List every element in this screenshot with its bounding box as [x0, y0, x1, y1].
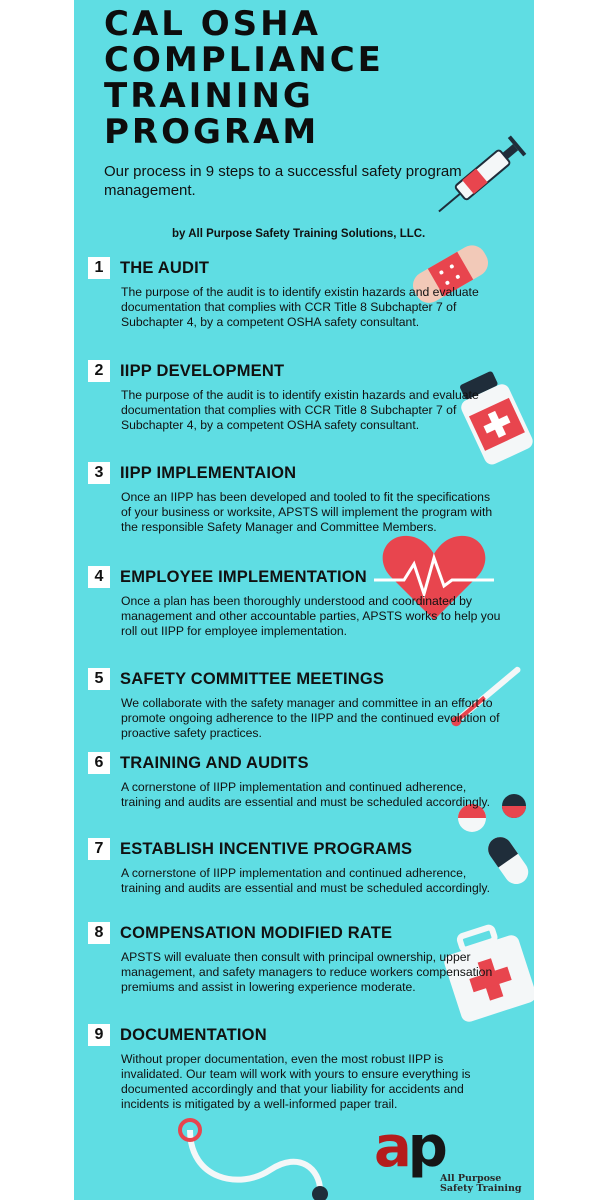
- step-6: [88, 752, 528, 810]
- step-body: Once a plan has been thoroughly understood and coordinated by management and other accountable parties, APSTS works to help you roll out IIPP for employee implementation.: [121, 594, 501, 638]
- step-number: 4: [88, 566, 110, 588]
- step-body: The purpose of the audit is to identify existin hazards and evaluate documentation that complies with CCR Title 8 Subchapter 7 of Subchapter 4, by a competent OSHA safety consultant.: [121, 285, 479, 329]
- step-title: EMPLOYEE IMPLEMENTATION: [120, 567, 367, 586]
- byline: by All Purpose Safety Training Solutions, LLC.: [172, 228, 426, 240]
- step-number: 3: [88, 462, 110, 484]
- title-line: TRAINING: [104, 76, 314, 116]
- step-title: TRAINING AND AUDITS: [120, 753, 309, 772]
- step-number: 5: [88, 668, 110, 690]
- logo-text: [440, 1174, 530, 1194]
- title-line: PROGRAM: [104, 112, 320, 152]
- logo-mark: [374, 1115, 444, 1180]
- infographic-poster: [74, 0, 534, 1200]
- logo-line-1: All Purpose: [440, 1173, 502, 1184]
- step-8: [88, 922, 528, 995]
- logo-letter-a: a: [374, 1115, 408, 1180]
- step-1: [88, 257, 528, 330]
- step-7: [88, 838, 528, 896]
- step-number: 6: [88, 752, 110, 774]
- step-4: [88, 566, 528, 639]
- company-logo: [374, 1115, 524, 1200]
- title-line: CAL OSHA: [104, 4, 321, 44]
- step-body: A cornerstone of IIPP implementation and continued adherence, training and audits are essential and must be scheduled accordingly.: [121, 866, 491, 895]
- step-title: ESTABLISH INCENTIVE PROGRAMS: [120, 839, 413, 858]
- step-title: COMPENSATION MODIFIED RATE: [120, 923, 393, 942]
- step-number: 2: [88, 360, 110, 382]
- step-2: [88, 360, 528, 433]
- subtitle: Our process in 9 steps to a successful safety program management.: [104, 163, 462, 199]
- step-5: [88, 668, 528, 741]
- logo-line-2: Safety Training: [440, 1183, 522, 1194]
- step-body: A cornerstone of IIPP implementation and continued adherence, training and audits are essential and must be scheduled accordingly.: [121, 780, 491, 809]
- step-number: 9: [88, 1024, 110, 1046]
- title-line: COMPLIANCE: [104, 40, 384, 80]
- step-body: Without proper documentation, even the most robust IIPP is invalidated. Our team will work with yours to ensure everything is documented accordingly and that your liability for accidents and incidents is mitigated by a well-informed paper trail.: [121, 1052, 471, 1111]
- step-title: DOCUMENTATION: [120, 1025, 267, 1044]
- step-9: [88, 1024, 528, 1112]
- step-number: 1: [88, 257, 110, 279]
- step-body: We collaborate with the safety manager and committee in an effort to promote ongoing adherence to the IIPP and the continued evolution of proactive safety practices.: [121, 696, 500, 740]
- logo-letter-p: p: [407, 1115, 444, 1180]
- page-title: [104, 6, 524, 150]
- step-title: THE AUDIT: [120, 258, 210, 277]
- step-3: [88, 462, 528, 535]
- step-title: SAFETY COMMITTEE MEETINGS: [120, 669, 385, 688]
- step-number: 7: [88, 838, 110, 860]
- step-number: 8: [88, 922, 110, 944]
- step-title: IIPP DEVELOPMENT: [120, 361, 285, 380]
- step-body: Once an IIPP has been developed and tooled to fit the specifications of your business or worksite, APSTS will implement the program with the responsible Safety Manager and Committee Members.: [121, 490, 493, 534]
- step-body: APSTS will evaluate then consult with principal ownership, upper management, and safety managers to reduce workers compensation premiums and assist in lowering experience moderate.: [121, 950, 493, 994]
- stethoscope-icon: [170, 1110, 370, 1200]
- step-body: The purpose of the audit is to identify existin hazards and evaluate documentation that complies with CCR Title 8 Subchapter 7 of Subchapter 4, by a competent OSHA safety consultant.: [121, 388, 479, 432]
- step-title: IIPP IMPLEMENTAION: [120, 463, 297, 482]
